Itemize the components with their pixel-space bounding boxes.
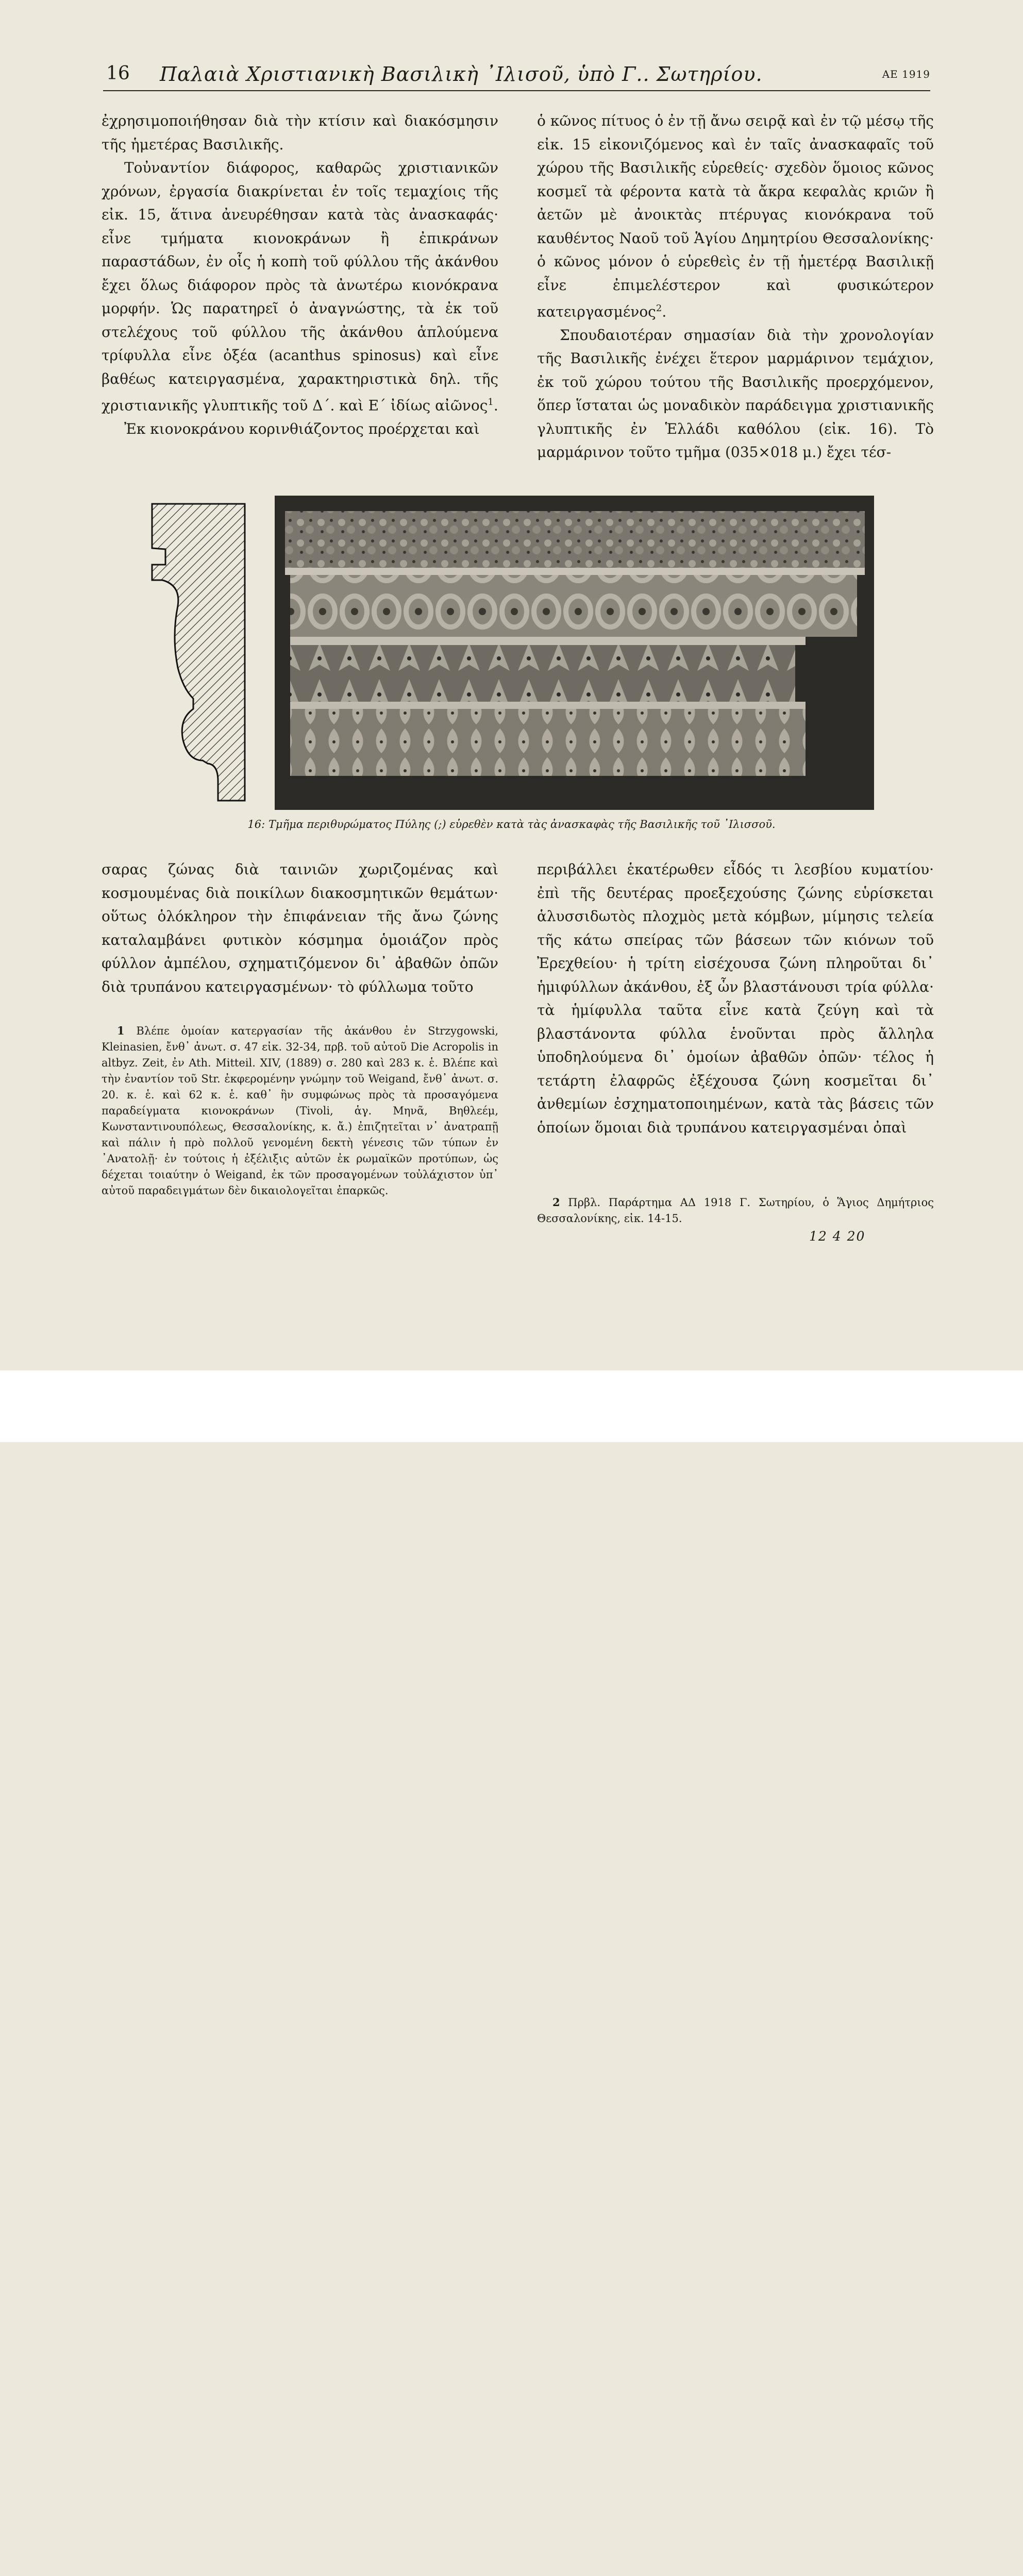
paragraph: σαρας ζώνας διὰ ταινιῶν χωριζομένας καὶ κοσμουμένας διὰ ποικίλων διακοσμητικῶν θεμάτων· οὕτως ὁλόκληρον τὴν ἐπιφάνειαν τῆς ἄνω ζώνης καταλαμβάνει φυτικὸν κόσμημα ὁμοιάζον πρὸς φύλλον ἀμπέλου, σχηματιζόμενον δι᾽ ἀβαθῶν ὀπῶν διὰ τρυπάνου κατειργασμένων· τὸ φύλλωμα τοῦτο	[102, 861, 498, 995]
text-column-right-top	[537, 109, 934, 464]
header-rule	[103, 90, 930, 91]
paragraph: περιβάλλει ἑκατέρωθεν εἶδός τι λεσβίου κυματίου· ἐπὶ τῆς δευτέρας προεξεχούσης ζώνης εὑρίσκεται ἁλυσσιδωτὸς πλοχμὸς μετὰ κόμβων, μίμησις τελεία τῆς κάτω σπείρας τῶν βάσεων τῶν κιόνων τοῦ Ἐρεχθείου· ἡ τρίτη εἰσέχουσα ζώνη πληροῦται δι᾽ ἡμιφύλλων ἀκάνθου, ἐξ ὧν βλαστάνουσι τρία φύλλα· τὰ ἡμίφυλλα ταῦτα εἶνε κατὰ ζεύγη καὶ τὰ βλαστάνοντα φύλλα ἑνοῦνται πρὸς ἄλληλα ὑποδηλούμενα δι᾽ ὁμοίων ἀβαθῶν ὀπῶν· τέλος ἡ τετάρτη ἐλαφρῶς ἐξέχουσα ζώνη κοσμεῖται δι᾽ ἀνθεμίων ἐσχηματοποιημένων, κατὰ τὰς βάσεις τῶν ὁποίων ὅμοιαι διὰ τρυπάνου κατειργασμέναι ὀπαὶ	[537, 861, 934, 1136]
footnote-text: Πρβλ. Παράρτημα ΑΔ 1918 Γ. Σωτηρίου, ὁ Ἅγιος Δημήτριος Θεσσαλονίκης, εἰκ. 14-15.	[537, 1196, 934, 1225]
footnote-ref: 1	[488, 397, 494, 408]
figure-caption: 16: Τμῆμα περιθυρώματος Πύλης (;) εὑρεθὲν κατὰ τὰς ἀνασκαφὰς τῆς Βασιλικῆς τοῦ ᾿Ιλισσοῦ.	[247, 818, 776, 831]
paragraph	[537, 109, 934, 324]
footnote-text: Βλέπε ὁμοίαν κατεργασίαν τῆς ἀκάνθου ἐν Strzygowski, Kleinasien, ἔνθ᾽ ἀνωτ. σ. 47 εἰκ. 32-34, πρβ. τοῦ αὐτοῦ Die Acropolis in altbyz. Zeit, ἐν Ath. Mitteil. XIV, (1889) σ. 280 καὶ 283 κ. ἑ. Βλέπε καὶ τὴν ἐναντίον τοῦ Str. ἐκφερομένην γνώμην τοῦ Weigand, ἔνθ᾽ ἀνωτ. σ. 20. κ. ἑ. καὶ 62 κ. ἑ. καθ᾽ ἣν συμφώνως πρὸς τὰ προσαγόμενα παραδείγματα κιονοκράνων (Tivoli, ἁγ. Μηνᾶ, Βηθλεέμ, Κωνσταντινουπόλεως, Θεσσαλονίκης, κ. ἄ.) ἐπιζητεῖται ν᾽ ἀνατραπῇ καὶ πάλιν ἡ πρὸ πολλοῦ γενομένη δεκτὴ γένεσις τῶν τύπων ἐν ᾽Ανατολῇ· ἐν τούτοις ἡ ἐξέλιξις αὐτῶν ἐκ ρωμαϊκῶν προτύπων, ὡς δέχεται τοιαύτην ὁ Weigand, ἐκ τῶν προσαγομένων τοὐλάχιστον ὑπ᾽ αὐτοῦ παραδειγμάτων δὲν δικαιολογεῖται ἐπαρκῶς.	[102, 1025, 498, 1197]
footnote-ref: 2	[656, 303, 662, 314]
molding-profile-drawing	[142, 503, 250, 802]
text-column-left-bottom	[102, 858, 498, 998]
text-column-left-top	[102, 109, 498, 440]
footnote-number: 2	[552, 1196, 560, 1209]
printer-signature: 12 4 20	[809, 1229, 866, 1244]
paragraph: ἐχρησιμοποιήθησαν διὰ τὴν κτίσιν καὶ διακόσμησιν τῆς ἡμετέρας Βασιλικῆς.	[102, 112, 498, 153]
paragraph-end: .	[662, 303, 667, 320]
page-number: 16	[106, 63, 130, 84]
running-title: Παλαιὰ Χριστιανικὴ Βασιλικὴ ᾿Ιλισοῦ, ὑπὸ Γ.. Σωτηρίου.	[160, 63, 763, 86]
paragraph-end: .	[493, 397, 498, 414]
footnote-1	[102, 1023, 498, 1199]
digitization-footer	[0, 1370, 1023, 1442]
paragraph-text: Τοὐναντίον διάφορος, καθαρῶς χριστιανικῶν χρόνων, ἐργασία διακρίνεται ἐν τοῖς τεμαχίοις τῆς εἰκ. 15, ἅτινα ἀνευρέθησαν κατὰ τὰς ἀνασκαφάς· εἶνε τμήματα κιονοκράνων ἢ ἐπικράνων παραστάδων, ἐν οἷς ἡ κοπὴ τοῦ φύλλου τῆς ἀκάνθου ἔχει ὅλως διάφορον πρὸς τὰ ἀνωτέρω κιονόκρανα μορφήν. Ὡς παρατηρεῖ ὁ ἀναγνώστης, τὰ ἐκ τοῦ στελέχους τοῦ φύλλου τῆς ἀκάνθου ἁπλούμενα τρίφυλλα εἶνε ὀξέα (acanthus spinosus) καὶ εἶνε βαθέως κατειργασμένα, χαρακτηριστικὰ δηλ. τῆς χριστιανικῆς γλυπτικῆς τοῦ Δ΄. καὶ Ε΄ ἰδίως αἰῶνος	[102, 159, 498, 414]
carved-fragment-photo	[275, 496, 874, 810]
paragraph-text: ὁ κῶνος πίτυος ὁ ἐν τῇ ἄνω σειρᾷ καὶ ἐν τῷ μέσῳ τῆς εἰκ. 15 εἰκονιζόμενος καὶ ἐν ταῖς ἀνασκαφαῖς τοῦ χώρου τῆς Βασιλικῆς εὑρεθείς· σχεδὸν ὅμοιος κῶνος κοσμεῖ τὰ φέροντα κατὰ τὰ ἄκρα κεφαλὰς κριῶν ἢ ἀετῶν μὲ ἀνοικτὰς πτέρυγας κιονόκρανα τοῦ καυθέντος Ναοῦ τοῦ Ἁγίου Δημητρίου Θεσσαλονίκης· ὁ κῶνος μόνον ὁ εὑρεθεὶς ἐν τῇ ἡμετέρᾳ Βασιλικῇ εἶνε ἐπιμελέστερον καὶ φυσικώτερον κατειργασμένος	[537, 112, 934, 320]
footnote-number: 1	[117, 1024, 125, 1037]
paragraph: Ἐκ κιονοκράνου κορινθιάζοντος προέρχεται καὶ	[124, 420, 480, 437]
running-header	[103, 63, 930, 89]
journal-label: ΑΕ 1919	[882, 68, 930, 80]
paragraph: Σπουδαιοτέραν σημασίαν διὰ τὴν χρονολογίαν τῆς Βασιλικῆς ἐνέχει ἕτερον μαρμάρινον τεμάχιον, ἐκ τοῦ χώρου τούτου τῆς Βασιλικῆς προερχόμενον, ὅπερ ἵσταται ὡς μοναδικὸν παράδειγμα χριστιανικῆς γλυπτικῆς ἐν Ἑλλάδι καθόλου (εἰκ. 16). Τὸ μαρμάρινον τοῦτο τμῆμα (035×018 μ.) ἔχει τέσ-	[537, 326, 934, 461]
footnote-2	[537, 1194, 934, 1227]
paragraph	[102, 156, 498, 417]
text-column-right-bottom	[537, 858, 934, 1139]
